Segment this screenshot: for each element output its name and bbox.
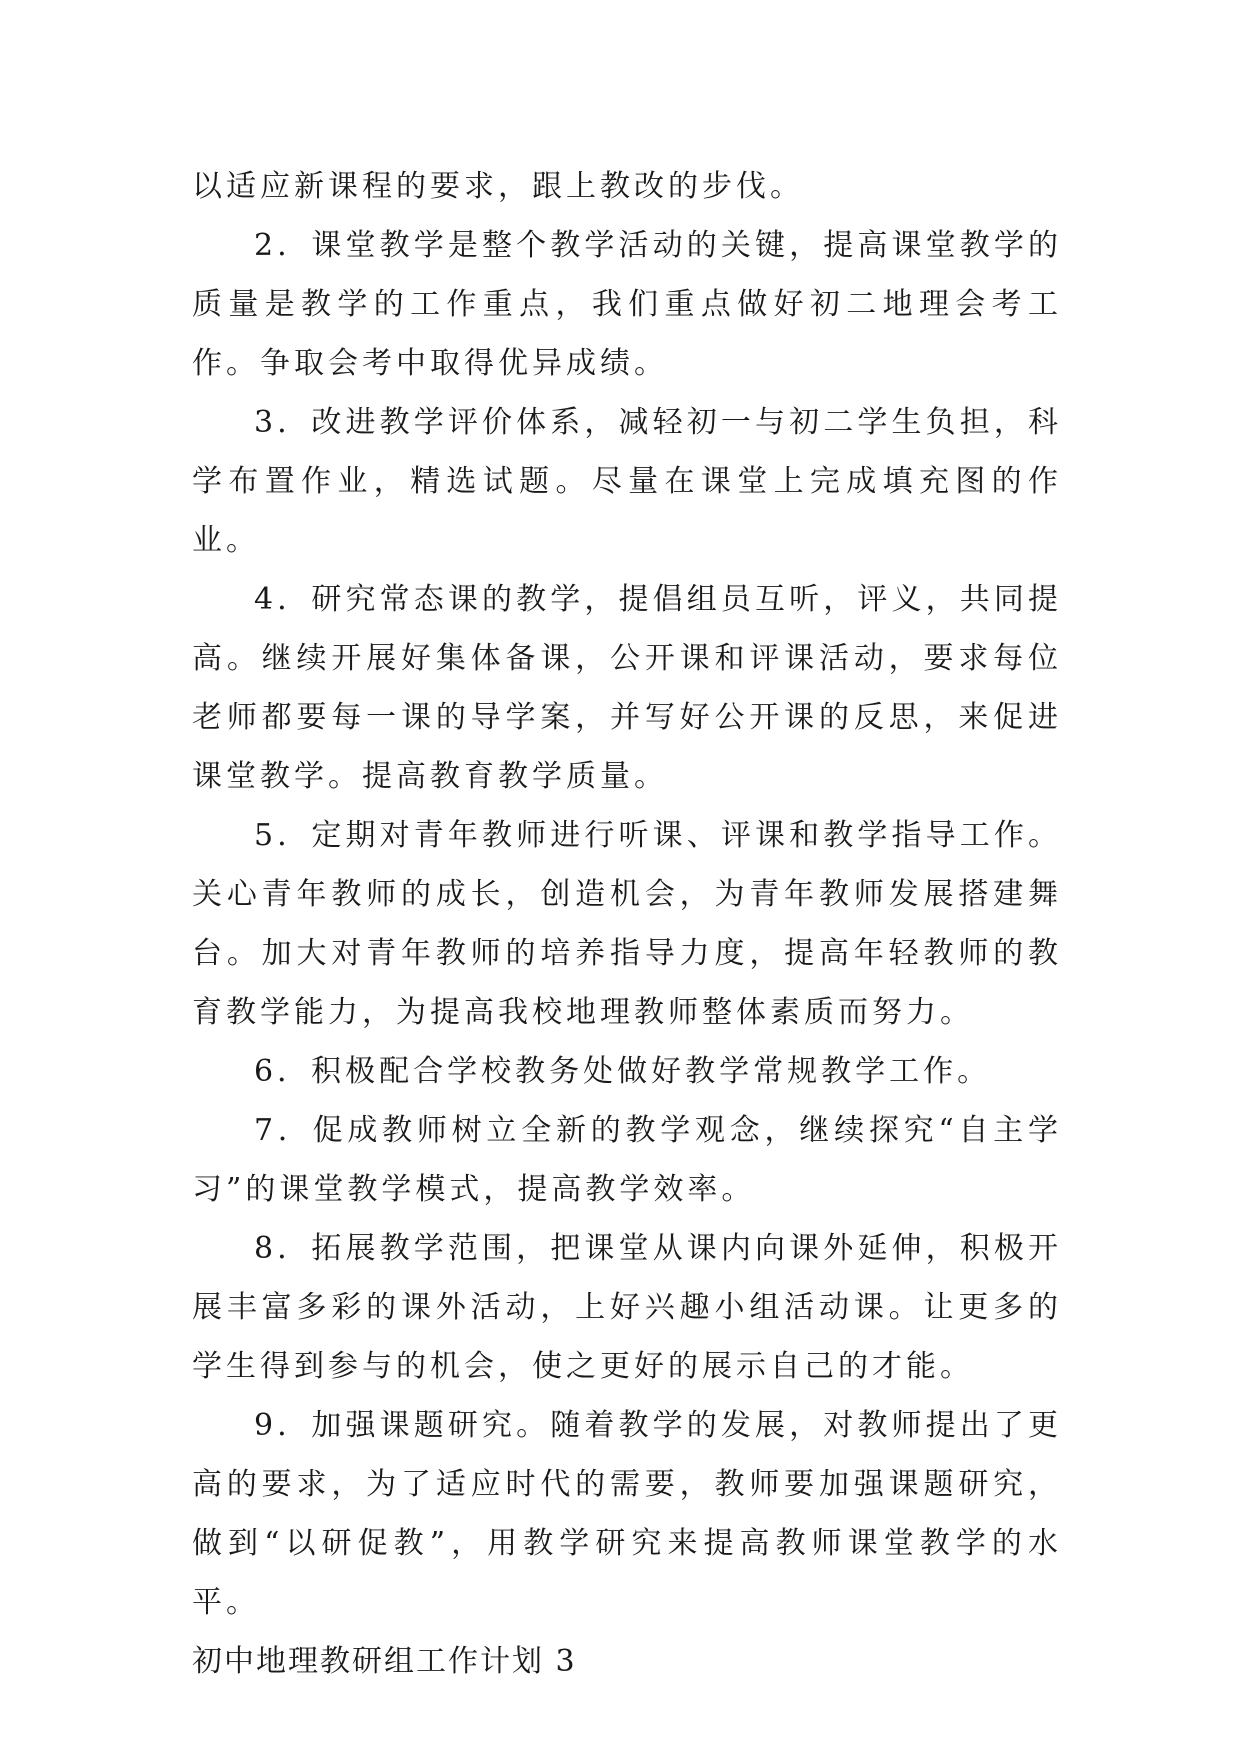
paragraph-item-2: 2．课堂教学是整个教学活动的关键，提高课堂教学的质量是教学的工作重点，我们重点做好初二地理会考工作。争取会考中取得优异成绩。: [192, 228, 1062, 381]
section-heading: 初中地理教研组工作计划 3: [192, 1644, 577, 1679]
paragraph-item-4: 4．研究常态课的教学，提倡组员互听，评义，共同提高。继续开展好集体备课，公开课和评课活动，要求每位老师都要每一课的导学案，并写好公开课的反思，来促进课堂教学。提高教育教学质量。: [192, 582, 1062, 794]
paragraph-item-3: 3．改进教学评价体系，减轻初一与初二学生负担，科学布置作业，精选试题。尽量在课堂上完成填充图的作业。: [192, 405, 1062, 558]
document-body: [192, 157, 1062, 1691]
paragraph-item-9: 9．加强课题研究。随着教学的发展，对教师提出了更高的要求，为了适应时代的需要，教师要加强课题研究，做到“以研促教”，用教学研究来提高教师课堂教学的水平。: [192, 1408, 1062, 1620]
paragraph-item-5: 5．定期对青年教师进行听课、评课和教学指导工作。关心青年教师的成长，创造机会，为青年教师发展搭建舞台。加大对青年教师的培养指导力度，提高年轻教师的教育教学能力，为提高我校地理教师整体素质而努力。: [192, 818, 1062, 1030]
paragraph-item-8: 8．拓展教学范围，把课堂从课内向课外延伸，积极开展丰富多彩的课外活动，上好兴趣小组活动课。让更多的学生得到参与的机会，使之更好的展示自己的才能。: [192, 1231, 1062, 1384]
paragraph-continuation: 以适应新课程的要求，跟上教改的步伐。: [192, 169, 804, 204]
paragraph-item-6: 6．积极配合学校教务处做好教学常规教学工作。: [254, 1054, 992, 1089]
paragraph-item-7: 7．促成教师树立全新的教学观念，继续探究“自主学习”的课堂教学模式，提高教学效率。: [192, 1113, 1062, 1207]
